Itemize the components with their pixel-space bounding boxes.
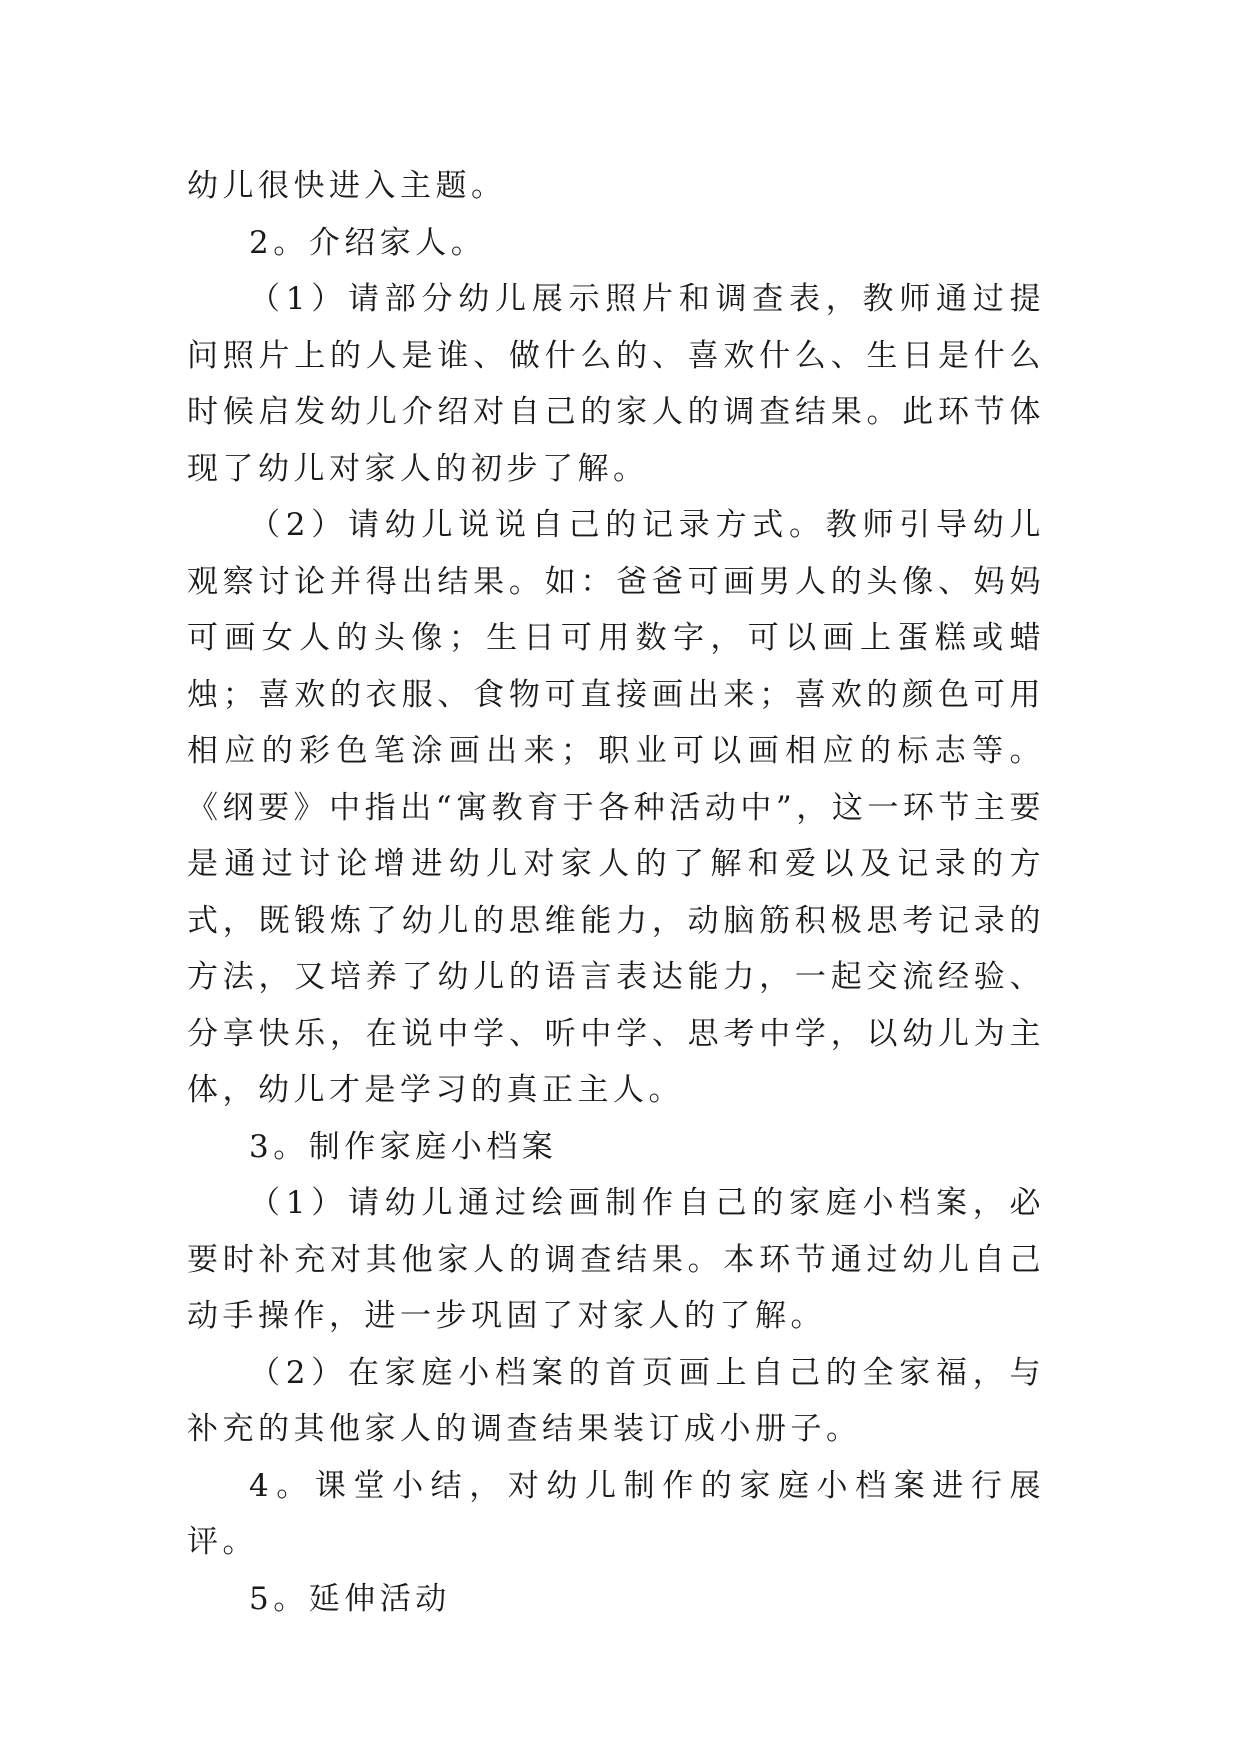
paragraph-step-2-1: （1）请部分幼儿展示照片和调查表，教师通过提问照片上的人是谁、做什么的、喜欢什么、生日是什么时候启发幼儿介绍对自己的家人的调查结果。此环节体现了幼儿对家人的初步了解。 xyxy=(187,281,1045,487)
paragraph-step-2-2: （2）请幼儿说说自己的记录方式。教师引导幼儿观察讨论并得出结果。如：爸爸可画男人的头像、妈妈可画女人的头像；生日可用数字，可以画上蛋糕或蜡烛；喜欢的衣服、食物可直接画出来；喜欢的颜色可用相应的彩色笔涂画出来；职业可以画相应的标志等。《纲要》中指出“寓教育于各种活动中”，这一环节主要是通过讨论增进幼儿对家人的了解和爱以及记录的方式，既锻炼了幼儿的思维能力，动脑筋积极思考记录的方法，又培养了幼儿的语言表达能力，一起交流经验、分享快乐，在说中学、听中学、思考中学，以幼儿为主体，幼儿才是学习的真正主人。 xyxy=(187,507,1045,1108)
paragraph-step-4: 4。课堂小结，对幼儿制作的家庭小档案进行展评。 xyxy=(187,1467,1045,1560)
paragraph-step-3-1: （1）请幼儿通过绘画制作自己的家庭小档案，必要时补充对其他家人的调查结果。本环节通过幼儿自己动手操作，进一步巩固了对家人的了解。 xyxy=(187,1185,1045,1334)
paragraph-step-5: 5。延伸活动 xyxy=(249,1580,451,1617)
paragraph-continuation: 幼儿很快进入主题。 xyxy=(187,168,507,204)
paragraph-step-3-2: （2）在家庭小档案的首页画上自己的全家福，与补充的其他家人的调查结果装订成小册子。 xyxy=(187,1354,1045,1447)
paragraph-step-3-heading: 3。制作家庭小档案 xyxy=(249,1128,558,1165)
paragraph-step-2-heading: 2。介绍家人。 xyxy=(249,224,487,261)
document-body xyxy=(187,158,1045,1627)
